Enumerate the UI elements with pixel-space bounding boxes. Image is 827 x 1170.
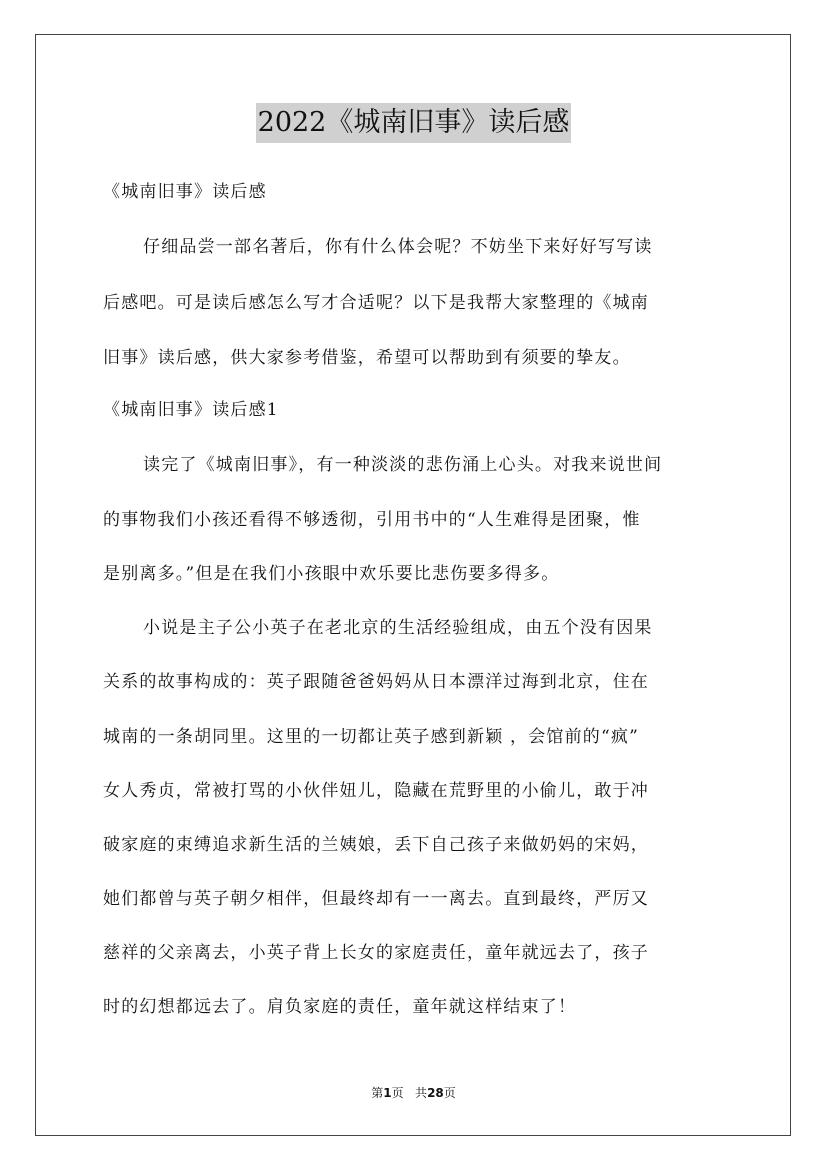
document-title: 2022《城南旧事》读后感 [256,103,572,143]
paragraph-line: 是别离多。”但是在我们小孩眼中欢乐要比悲伤要多得多。 [103,564,560,584]
page-footer [0,1084,827,1101]
paragraph-line: 女人秀贞，常被打骂的小伙伴妞儿，隐藏在荒野里的小偷儿，敢于冲 [103,781,649,801]
paragraph-line: 的事物我们小孩还看得不够透彻，引用书中的“人生难得是团聚，惟 [103,510,641,530]
paragraph-line: 城南的一条胡同里。这里的一切都让英子感到新颖 ，会馆前的“疯” [103,727,639,747]
paragraph-line: 她们都曾与英子朝夕相伴，但最终却有一一离去。直到最终，严厉又 [103,889,649,909]
title-container [0,103,827,143]
paragraph-line: 破家庭的束缚追求新生活的兰姨娘，丢下自己孩子来做奶妈的宋妈， [103,835,649,855]
paragraph-line: 仔细品尝一部名著后，你有什么体会呢？不妨坐下来好好写写读 [143,237,653,257]
total-pages: 28 [427,1086,444,1100]
paragraph-line: 小说是主子公小英子在老北京的生活经验组成，由五个没有因果 [143,618,653,638]
section-heading: 《城南旧事》读后感 [103,182,267,202]
total-suffix: 页 [443,1086,456,1100]
paragraph-line: 旧事》读后感，供大家参考借鉴，希望可以帮助到有须要的挚友。 [103,348,631,368]
paragraph-line: 关系的故事构成的：英子跟随爸爸妈妈从日本漂洋过海到北京，住在 [103,672,649,692]
page-suffix: 页 [391,1086,404,1100]
paragraph-line: 时的幻想都远去了。肩负家庭的责任，童年就这样结束了！ [103,997,577,1017]
total-prefix: 共 [415,1086,428,1100]
page-number: 1 [383,1086,392,1100]
section-heading: 《城南旧事》读后感1 [103,400,279,420]
paragraph-line: 慈祥的父亲离去，小英子背上长女的家庭责任，童年就远去了，孩子 [103,943,649,963]
paragraph-line: 读完了《城南旧事》，有一种淡淡的悲伤涌上心头。对我来说世间 [143,455,663,475]
page-prefix: 第 [371,1086,384,1100]
paragraph-line: 后感吧。可是读后感怎么写才合适呢？以下是我帮大家整理的《城南 [103,293,649,313]
